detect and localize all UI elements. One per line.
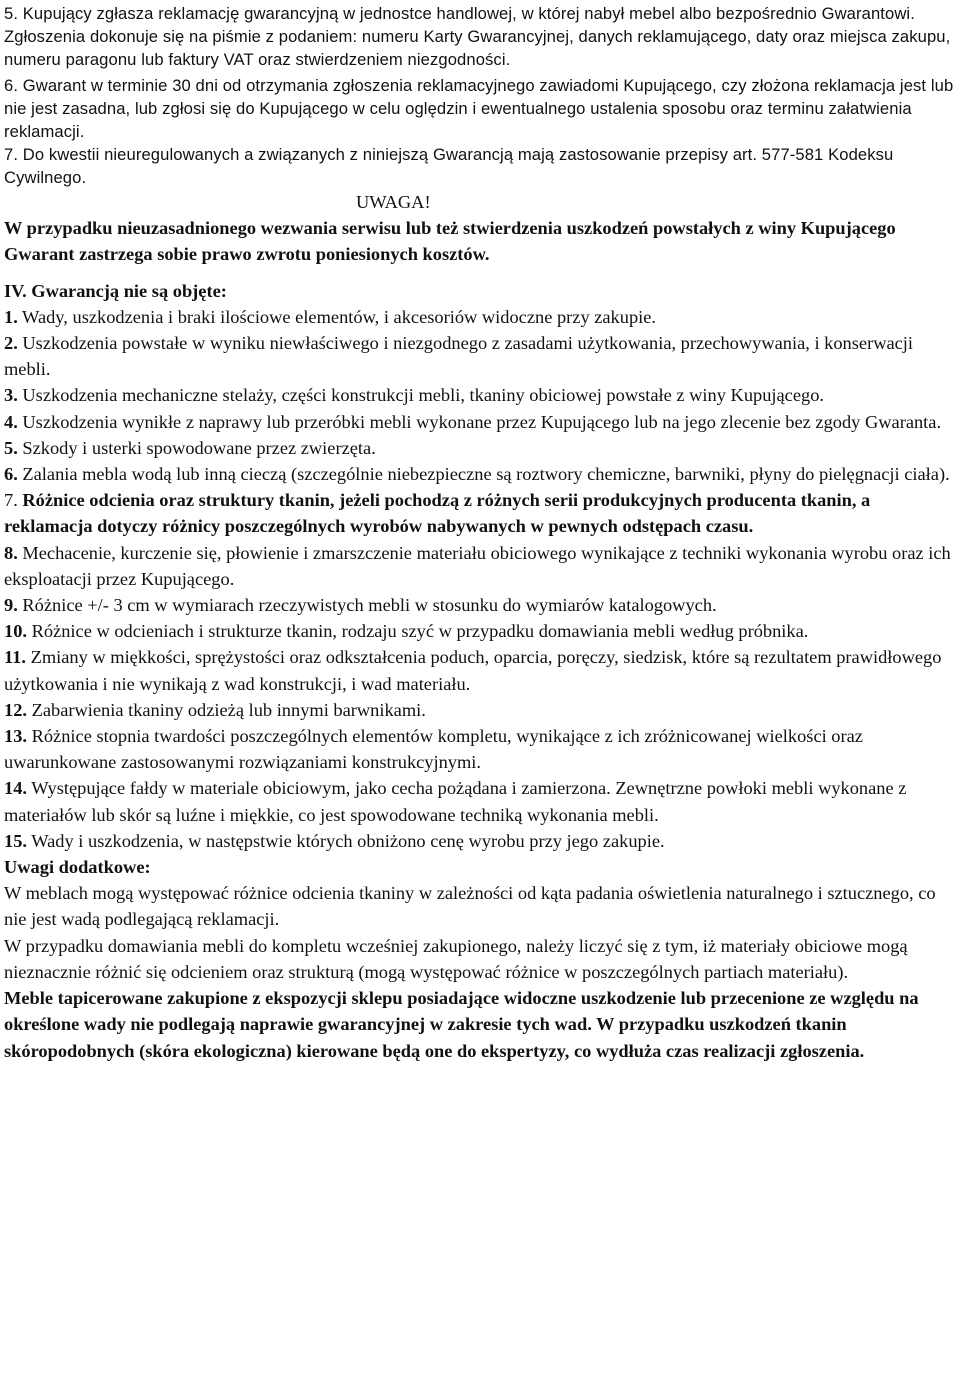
item-text: Wady, uszkodzenia i braki ilościowe elementów, i akcesoriów widoczne przy zakupie. xyxy=(17,306,657,327)
item-number: 12. xyxy=(4,699,27,720)
list-item xyxy=(4,697,954,723)
item-text: Uszkodzenia powstałe w wyniku niewłaściwego i niezgodnego z zasadami użytkowania, przechowywania, i konserwacji mebli. xyxy=(4,333,914,380)
list-item xyxy=(4,644,954,696)
list-item xyxy=(4,723,954,775)
item-text: Mechacenie, kurczenie się, płowienie i zmarszczenie materiału obiciowego wynikające z techniki wykonania wyrobu oraz ich eksploatacji przez Kupującego. xyxy=(4,542,951,589)
item-number: 6. xyxy=(4,464,18,485)
item-text: Różnice odcienia oraz struktury tkanin, jeżeli pochodzą z różnych serii produkcyjnych producenta tkanin, a reklamacja dotyczy różnicy poszczególnych wyrobów nabywanych w pewnych odstępach czasu. xyxy=(4,490,871,537)
exclusions-list xyxy=(4,304,954,854)
item-number: 9. xyxy=(4,595,18,616)
item-text: Uszkodzenia mechaniczne stelaży, części konstrukcji mebli, tkaniny obiciowej powstałe z winy Kupującego. xyxy=(17,385,824,406)
item-text: Szkody i usterki spowodowane przez zwierzęta. xyxy=(17,437,376,458)
item-number: 5. xyxy=(4,437,18,458)
remark-1: W meblach mogą występować różnice odcienia tkaniny w zależności od kąta padania oświetlenia naturalnego i sztucznego, co nie jest wadą podlegającą reklamacji. xyxy=(4,883,936,930)
point-7: 7. Do kwestii nieuregulowanych a związanych z niniejszą Gwarancją mają zastosowanie przepisy art. 577-581 Kodeksu Cywilnego. xyxy=(4,145,894,187)
item-number: 2. xyxy=(4,333,18,354)
item-text: Wady i uszkodzenia, w następstwie których obniżono cenę wyrobu przy jego zakupie. xyxy=(27,830,665,851)
list-item xyxy=(4,461,954,487)
warning-title: UWAGA! xyxy=(356,192,431,212)
final-notice: Meble tapicerowane zakupione z ekspozycji sklepu posiadające widoczne uszkodzenie lub przecenione ze względu na określone wady nie podlegają naprawie gwarancyjnej w zakresie tych wad. W przypadku uszkodzeń tkanin skóropodobnych (skóra ekologiczna) kierowane będą one do ekspertyzy, co wydłuża czas realizacji zgłoszenia. xyxy=(4,988,919,1061)
list-item xyxy=(4,618,954,644)
item-number: 11. xyxy=(4,647,26,668)
remark-2: W przypadku domawiania mebli do kompletu wcześniej zakupionego, należy liczyć się z tym, iż materiały obiciowe mogą nieznacznie różnić się odcieniem oraz strukturą (mogą występować różnice w poszczególnych partiach materiału). xyxy=(4,935,908,982)
list-item xyxy=(4,304,954,330)
item-text: Zalania mebla wodą lub inną cieczą (szczególnie niebezpieczne są roztwory chemiczne, barwniki, płyny do pielęgnacji ciała). xyxy=(17,464,950,485)
list-item xyxy=(4,540,954,592)
item-text: Występujące fałdy w materiale obiciowym, jako cecha pożądana i zamierzona. Zewnętrzne powłoki mebli wykonane z materiałów lub skór są luźne i miękkie, co jest spowodowane techniką wykonania mebli. xyxy=(4,778,907,825)
list-item xyxy=(4,775,954,827)
item-number: 15. xyxy=(4,830,27,851)
warning-text: W przypadku nieuzasadnionego wezwania serwisu lub też stwierdzenia uszkodzeń powstałych z winy Kupującego Gwarant zastrzega sobie prawo zwrotu poniesionych kosztów. xyxy=(4,218,896,265)
item-number: 7. xyxy=(4,490,18,511)
item-text: Różnice stopnia twardości poszczególnych elementów kompletu, wynikające z ich zróżnicowanej wielkości oraz uwarunkowane zastosowanymi rozwiązaniami konstrukcyjnymi. xyxy=(4,726,863,773)
item-number: 3. xyxy=(4,385,18,406)
list-item xyxy=(4,435,954,461)
list-item xyxy=(4,828,954,854)
point-6: 6. Gwarant w terminie 30 dni od otrzymania zgłoszenia reklamacyjnego zawiadomi Kupującego, czy złożona reklamacja jest lub nie jest zasadna, lub zgłosi się do Kupującego w celu oględzin i ewentualnego ustalenia sposobu oraz terminu załatwienia reklamacji. xyxy=(4,76,954,141)
item-number: 8. xyxy=(4,542,18,563)
item-number: 1. xyxy=(4,306,18,327)
list-item xyxy=(4,409,954,435)
item-text: Zabarwienia tkaniny odzieżą lub innymi barwnikami. xyxy=(27,699,426,720)
list-item xyxy=(4,487,954,539)
item-number: 4. xyxy=(4,411,18,432)
list-item xyxy=(4,592,954,618)
section-iv-title: IV. Gwarancją nie są objęte: xyxy=(4,280,227,301)
list-item xyxy=(4,330,954,382)
item-text: Różnice +/- 3 cm w wymiarach rzeczywistych mebli w stosunku do wymiarów katalogowych. xyxy=(17,595,717,616)
item-number: 10. xyxy=(4,621,27,642)
item-text: Uszkodzenia wynikłe z naprawy lub przeróbki mebli wykonane przez Kupującego lub na jego zlecenie bez zgody Gwaranta. xyxy=(17,411,942,432)
remarks-title: Uwagi dodatkowe: xyxy=(4,857,151,878)
item-number: 14. xyxy=(4,778,27,799)
item-number: 13. xyxy=(4,726,27,747)
item-text: Różnice w odcieniach i strukturze tkanin, rodzaju szyć w przypadku domawiania mebli według próbnika. xyxy=(27,621,809,642)
point-5: 5. Kupujący zgłasza reklamację gwarancyjną w jednostce handlowej, w której nabył mebel albo bezpośrednio Gwarantowi. Zgłoszenia dokonuje się na piśmie z podaniem: numeru Karty Gwarancyjnej, danych reklamującego, daty oraz miejsca zakupu, numeru paragonu lub faktury VAT oraz stwierdzeniem niezgodności. xyxy=(4,4,951,69)
item-text: Zmiany w miękkości, sprężystości oraz odkształcenia poduch, oparcia, poręczy, siedzisk, które są rezultatem prawidłowego użytkowania i nie wynikają z wad konstrukcji, i wad materiału. xyxy=(4,647,942,694)
list-item xyxy=(4,382,954,408)
